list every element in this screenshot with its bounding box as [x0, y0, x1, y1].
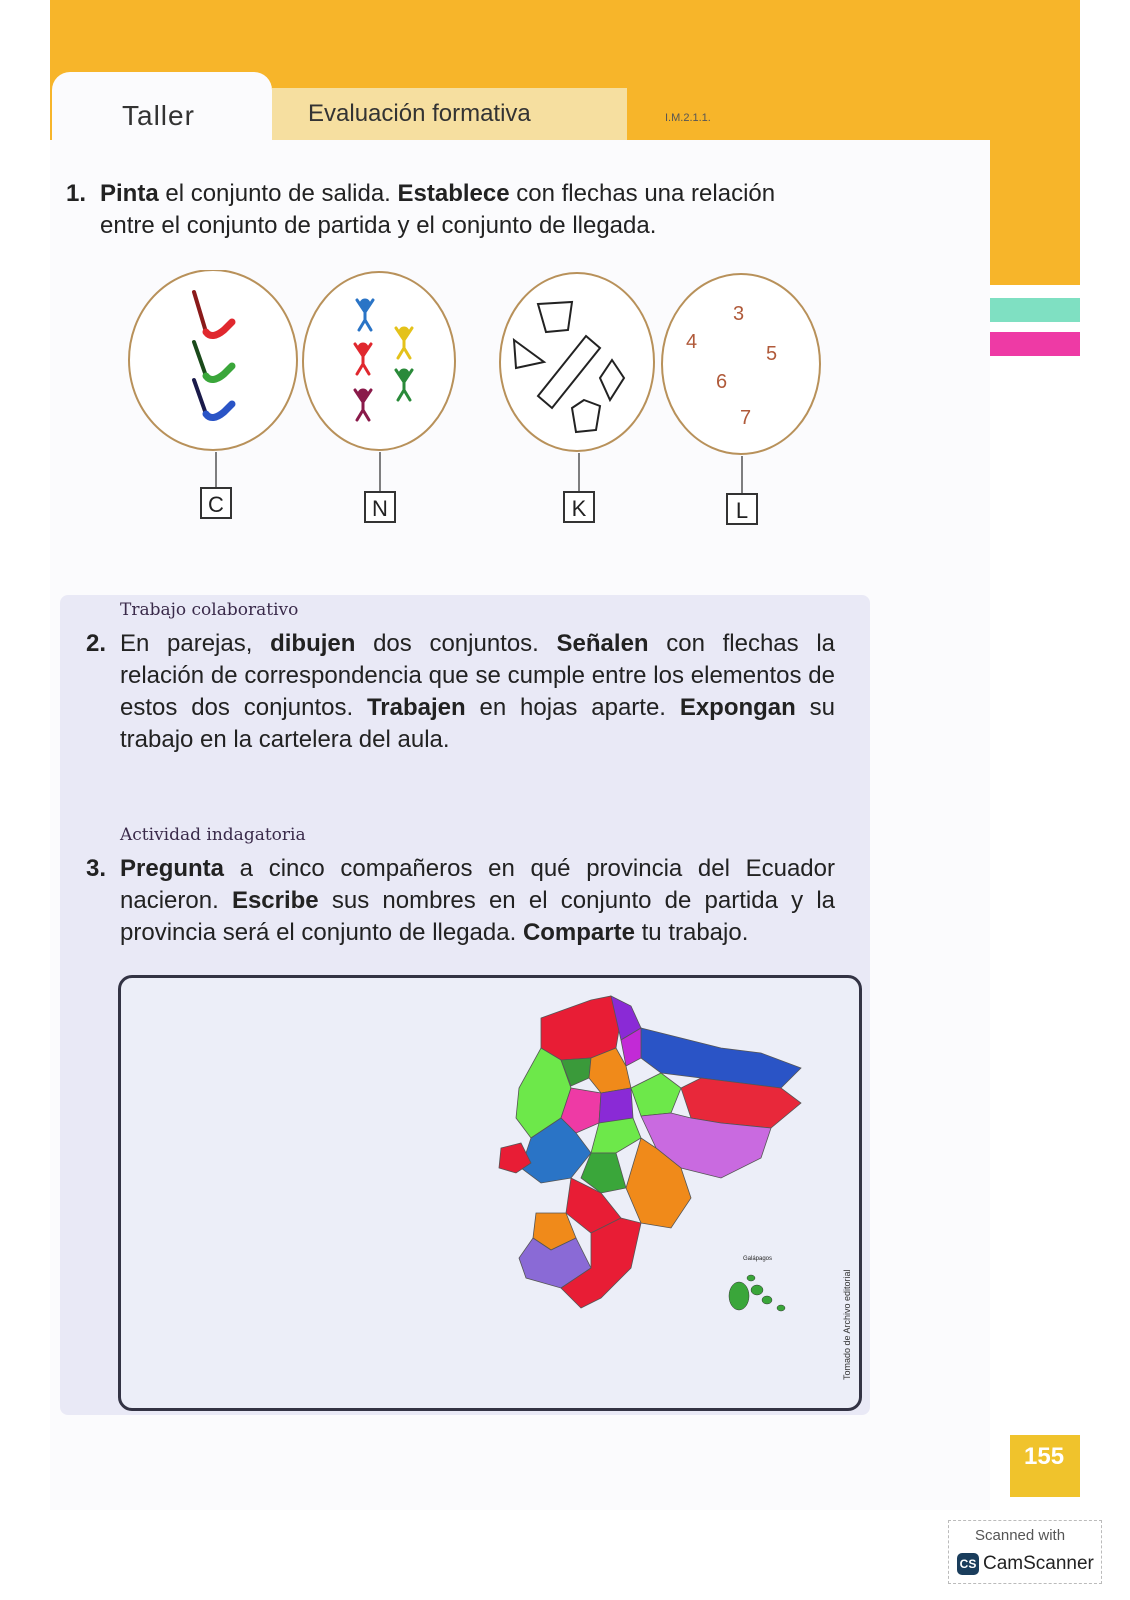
set-c	[129, 270, 297, 518]
set-label-n: N	[372, 496, 388, 521]
q2-text-1: En parejas,	[120, 630, 271, 657]
set-label-l: L	[735, 498, 749, 523]
tab-taller-label: Taller	[122, 100, 195, 131]
q1-text-3: entre el conjunto de partida y el conjunto de llegada.	[100, 212, 657, 239]
province-napo	[631, 1073, 681, 1116]
q1-text-2: con flechas una relación	[509, 180, 776, 207]
camscanner-logo-icon: CS	[957, 1553, 979, 1575]
question-2	[86, 628, 836, 756]
galapagos-label: Galápagos	[743, 1256, 773, 1262]
tab-evaluacion-label: Evaluación formativa	[308, 100, 531, 127]
scanner-line-1: Scanned with	[975, 1527, 1066, 1544]
tab-taller	[52, 72, 272, 152]
question-3-number: 3.	[86, 855, 107, 882]
page-number-box	[1010, 1435, 1080, 1497]
q2-text-3: con flechas la relación de correspondencia que se cumple entre los elementos de estos dos conjuntos.	[120, 630, 836, 721]
q2-bold-4: Expongan	[679, 694, 796, 721]
q3-text-1: a cinco compañeros en qué provincia del Ecuador nacieron.	[120, 855, 835, 914]
q2-bold-3: Trabajen	[366, 694, 466, 721]
q2-bold-2: Señalen	[556, 630, 649, 657]
set-l-number-6: 6	[716, 371, 728, 393]
question-1	[66, 178, 896, 242]
q2-text-4: en hojas aparte.	[465, 694, 680, 721]
map-credit: Tomado de Archivo editorial	[842, 1269, 852, 1380]
set-n	[303, 272, 455, 522]
q3-text-3: tu trabajo.	[634, 919, 749, 946]
set-l-number-4: 4	[686, 331, 698, 353]
ecuador-map-box	[118, 975, 862, 1411]
q2-bold-1: dibujen	[270, 630, 356, 657]
set-k	[500, 273, 654, 522]
camscanner-watermark	[948, 1520, 1102, 1584]
q3-bold-1: Pregunta	[120, 855, 225, 882]
set-label-c: C	[208, 492, 224, 517]
ecuador-map	[121, 978, 859, 1408]
q3-bold-3: Comparte	[522, 919, 635, 946]
section-trabajo-colaborativo: Trabajo colaborativo	[120, 600, 299, 620]
curriculum-code: I.M.2.1.1.	[665, 112, 711, 124]
page-number: 155	[1024, 1443, 1065, 1470]
set-l	[662, 274, 820, 524]
question-3	[86, 853, 836, 949]
orange-right-margin	[985, 0, 1080, 1600]
galapagos-islands	[729, 1275, 785, 1311]
q1-text-1: el conjunto de salida.	[158, 180, 398, 207]
q1-bold-1: Pinta	[100, 180, 159, 207]
side-tab-teal	[988, 298, 1080, 322]
question-2-number: 2.	[86, 630, 107, 657]
set-l-number-5: 5	[766, 343, 778, 365]
q2-text-2: dos conjuntos.	[355, 630, 557, 657]
q3-bold-2: Escribe	[231, 887, 319, 914]
q1-bold-2: Establece	[397, 180, 510, 207]
scanner-line-2: CamScanner	[983, 1553, 1094, 1574]
set-l-number-7: 7	[740, 407, 752, 429]
set-label-k: K	[571, 496, 587, 521]
question-1-number: 1.	[66, 180, 87, 207]
side-tab-magenta	[988, 332, 1080, 356]
sets-diagram	[120, 270, 860, 540]
q3-text-2: sus nombres en el conjunto de partida y la provincia será el conjunto de llegada.	[120, 887, 836, 946]
section-actividad-indagatoria: Actividad indagatoria	[120, 825, 306, 845]
set-l-number-3: 3	[733, 303, 745, 325]
q2-text-5: su trabajo en la cartelera del aula.	[120, 694, 836, 753]
tab-evaluacion	[272, 88, 627, 140]
